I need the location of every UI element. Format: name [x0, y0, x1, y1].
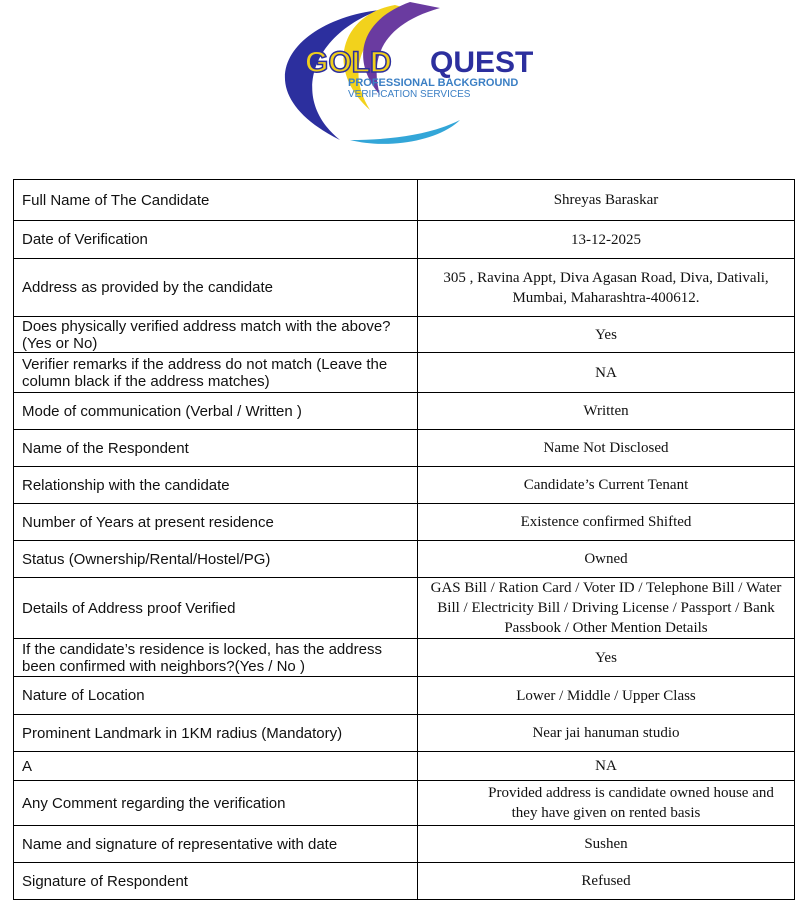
- row-value: Refused: [418, 863, 795, 900]
- row-label: Mode of communication (Verbal / Written ): [14, 393, 418, 430]
- table-row: [14, 221, 795, 259]
- verification-table: [13, 179, 795, 900]
- row-value: Lower / Middle / Upper Class: [418, 677, 795, 715]
- logo-brand-gold: GOLD: [305, 46, 392, 79]
- row-value: Name Not Disclosed: [418, 430, 795, 467]
- table-row: [14, 781, 795, 826]
- table-row: [14, 826, 795, 863]
- row-label: Status (Ownership/Rental/Hostel/PG): [14, 541, 418, 578]
- table-row: [14, 467, 795, 504]
- table-row: [14, 677, 795, 715]
- row-value: [418, 781, 795, 826]
- row-label: Full Name of The Candidate: [14, 180, 418, 221]
- row-value: Yes: [418, 639, 795, 677]
- table-row: [14, 715, 795, 752]
- row-label: Address as provided by the candidate: [14, 259, 418, 317]
- logo-swoosh-cyan: [350, 120, 460, 144]
- table-row: [14, 863, 795, 900]
- row-label: Signature of Respondent: [14, 863, 418, 900]
- row-label: Any Comment regarding the verification: [14, 781, 418, 826]
- row-label: Verifier remarks if the address do not match (Leave the column black if the address matches): [14, 353, 418, 393]
- table-row: [14, 578, 795, 639]
- row-value: Sushen: [418, 826, 795, 863]
- table-row: [14, 353, 795, 393]
- row-label: Name of the Respondent: [14, 430, 418, 467]
- table-row: [14, 541, 795, 578]
- table-row: [14, 180, 795, 221]
- row-label: A: [14, 752, 418, 781]
- table-row: [14, 752, 795, 781]
- table-row: [14, 639, 795, 677]
- table-row: [14, 430, 795, 467]
- row-label: If the candidate’s residence is locked, has the address been confirmed with neighbors?(Yes / No ): [14, 639, 418, 677]
- row-value: Near jai hanuman studio: [418, 715, 795, 752]
- comment-line-2: they have given on rented basis: [511, 805, 701, 821]
- table-row: [14, 393, 795, 430]
- row-label: Details of Address proof Verified: [14, 578, 418, 639]
- row-label: Does physically verified address match with the above? (Yes or No): [14, 317, 418, 353]
- row-value: Written: [418, 393, 795, 430]
- row-label: Date of Verification: [14, 221, 418, 259]
- row-value: GAS Bill / Ration Card / Voter ID / Telephone Bill / Water Bill / Electricity Bill / Driving License / Passport / Bank Passbook / Other Mention Details: [418, 578, 795, 639]
- row-value: 13-12-2025: [418, 221, 795, 259]
- row-value: Owned: [418, 541, 795, 578]
- comment-line-1: Provided address is candidate owned house and: [488, 785, 774, 801]
- row-label: Prominent Landmark in 1KM radius (Mandatory): [14, 715, 418, 752]
- row-value: NA: [418, 353, 795, 393]
- row-value: Yes: [418, 317, 795, 353]
- row-value: 305 , Ravina Appt, Diva Agasan Road, Diva, Dativali, Mumbai, Maharashtra-400612.: [418, 259, 795, 317]
- table-row: [14, 317, 795, 353]
- table-row: [14, 259, 795, 317]
- row-label: Nature of Location: [14, 677, 418, 715]
- row-label: Number of Years at present residence: [14, 504, 418, 541]
- row-value: NA: [418, 752, 795, 781]
- row-label: Name and signature of representative with date: [14, 826, 418, 863]
- row-value: Shreyas Baraskar: [418, 180, 795, 221]
- logo-brand-quest: QUEST: [430, 46, 534, 79]
- logo-tagline-1: PROFESSIONAL BACKGROUND: [348, 77, 519, 89]
- table-row: [14, 504, 795, 541]
- row-value: Existence confirmed Shifted: [418, 504, 795, 541]
- logo-tagline-2: VERIFICATION SERVICES: [348, 89, 471, 100]
- row-label: Relationship with the candidate: [14, 467, 418, 504]
- row-value: Candidate’s Current Tenant: [418, 467, 795, 504]
- goldquest-logo: [230, 0, 590, 150]
